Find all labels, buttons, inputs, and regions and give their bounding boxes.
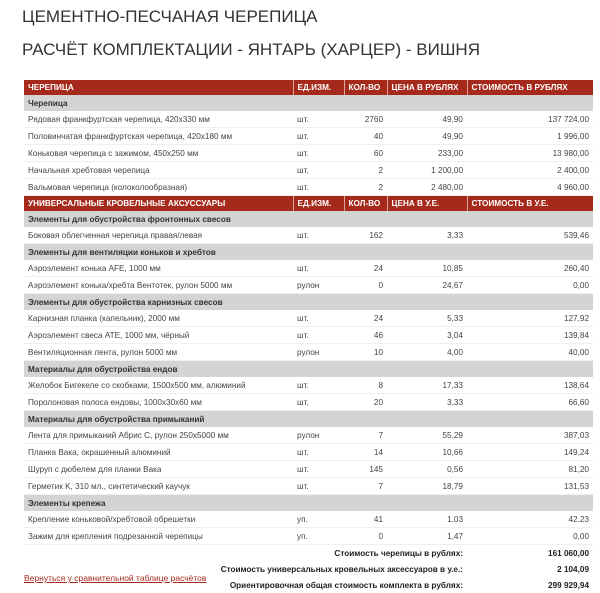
- item-qty: 2: [344, 179, 387, 196]
- column-header-price: ЦЕНА В РУБЛЯХ: [387, 80, 467, 95]
- table-row: [24, 227, 593, 244]
- table-row: [24, 461, 593, 478]
- total-label: Ориентировочная общая стоимость комплекта в рублях:: [229, 580, 463, 590]
- table-row: [24, 179, 593, 196]
- group-title: Черепица: [24, 95, 593, 111]
- item-cost: 81,20: [467, 461, 593, 478]
- item-cost: 149,24: [467, 444, 593, 461]
- group-row: [24, 95, 593, 111]
- group-title: Элементы крепежа: [24, 495, 593, 512]
- total-label: Стоимость черепицы в рублях:: [334, 548, 463, 558]
- item-cost: 4 960,00: [467, 179, 593, 196]
- table-row: [24, 511, 593, 528]
- table-row: [24, 394, 593, 411]
- column-header-price: ЦЕНА В У.Е.: [387, 196, 467, 212]
- item-price: 4,00: [387, 344, 467, 361]
- item-price: 10,85: [387, 260, 467, 277]
- item-cost: 0,00: [467, 277, 593, 294]
- item-price: 1 200,00: [387, 162, 467, 179]
- item-unit: рулон: [293, 277, 344, 294]
- table-row: [24, 344, 593, 361]
- item-name: Рядовая франкфуртская черепица, 420x330 мм: [24, 111, 293, 128]
- item-cost: 260,40: [467, 260, 593, 277]
- item-name: Вальмовая черепица (колоколообразная): [24, 179, 293, 196]
- item-price: 2 480,00: [387, 179, 467, 196]
- calculation-table: [24, 80, 593, 593]
- item-unit: шт.: [293, 260, 344, 277]
- table-row: [24, 478, 593, 495]
- item-unit: шт.: [293, 227, 344, 244]
- item-name: Крепление коньковой/хребтовой обрешетки: [24, 511, 293, 528]
- item-cost: 138,64: [467, 377, 593, 394]
- item-qty: 60: [344, 145, 387, 162]
- table-row: [24, 427, 593, 444]
- item-cost: 131,53: [467, 478, 593, 495]
- item-name: Вентиляционная лента, рулон 5000 мм: [24, 344, 293, 361]
- item-name: Планка Вака, окрашенный алюминий: [24, 444, 293, 461]
- item-qty: 7: [344, 427, 387, 444]
- item-price: 17,33: [387, 377, 467, 394]
- item-unit: шт.: [293, 162, 344, 179]
- column-header-unit: ЕД.ИЗМ.: [293, 196, 344, 212]
- group-row: [24, 361, 593, 378]
- table-row: [24, 111, 593, 128]
- item-qty: 20: [344, 394, 387, 411]
- item-unit: шт.: [293, 394, 344, 411]
- item-name: Боковая облегченная черепица правая/левая: [24, 227, 293, 244]
- item-unit: шт.: [293, 111, 344, 128]
- item-name: Лента для примыканий Абрис С, рулон 250x5000 мм: [24, 427, 293, 444]
- column-header-name: УНИВЕРСАЛЬНЫЕ КРОВЕЛЬНЫЕ АКСУССУАРЫ: [24, 196, 293, 212]
- page-title: ЦЕМЕНТНО-ПЕСЧАНАЯ ЧЕРЕПИЦА: [22, 7, 318, 26]
- item-unit: уп.: [293, 511, 344, 528]
- item-cost: 137 724,00: [467, 111, 593, 128]
- item-name: Карнизная планка (капельник), 2000 мм: [24, 310, 293, 327]
- item-qty: 0: [344, 277, 387, 294]
- column-header-qty: КОЛ-ВО: [344, 80, 387, 95]
- item-qty: 8: [344, 377, 387, 394]
- item-unit: шт.: [293, 145, 344, 162]
- group-row: [24, 211, 593, 227]
- table-row: [24, 310, 593, 327]
- item-unit: рулон: [293, 427, 344, 444]
- group-row: [24, 294, 593, 311]
- item-price: 55,29: [387, 427, 467, 444]
- section-header-row: [24, 196, 593, 212]
- column-header-cost: СТОИМОСТЬ В РУБЛЯХ: [467, 80, 593, 95]
- item-name: Аэроэлемент конька/хребта Вентотек, рулон 5000 мм: [24, 277, 293, 294]
- item-name: Аэроэлемент свеса ATE, 1000 мм, чёрный: [24, 327, 293, 344]
- item-qty: 162: [344, 227, 387, 244]
- item-qty: 0: [344, 528, 387, 545]
- group-row: [24, 411, 593, 428]
- item-price: 0,56: [387, 461, 467, 478]
- item-name: Половинчатая франкфуртская черепица, 420x180 мм: [24, 128, 293, 145]
- item-qty: 41: [344, 511, 387, 528]
- column-header-qty: КОЛ-ВО: [344, 196, 387, 212]
- item-price: 10,66: [387, 444, 467, 461]
- item-qty: 14: [344, 444, 387, 461]
- group-title: Элементы для вентиляции коньков и хребтов: [24, 244, 593, 261]
- item-price: 3,04: [387, 327, 467, 344]
- item-cost: 2 400,00: [467, 162, 593, 179]
- table-row: [24, 128, 593, 145]
- item-qty: 2: [344, 162, 387, 179]
- item-name: Поролоновая полоса ендовы, 1000x30x60 мм: [24, 394, 293, 411]
- item-unit: шт.: [293, 478, 344, 495]
- item-price: 1.03: [387, 511, 467, 528]
- item-price: 5,33: [387, 310, 467, 327]
- item-unit: шт.: [293, 444, 344, 461]
- item-unit: шт.: [293, 128, 344, 145]
- item-cost: 13 980,00: [467, 145, 593, 162]
- item-name: Аэроэлемент конька AFE, 1000 мм: [24, 260, 293, 277]
- total-label: Стоимость универсальных кровельных аксессуаров в у.е.:: [220, 564, 463, 574]
- group-row: [24, 495, 593, 512]
- item-price: 24,67: [387, 277, 467, 294]
- column-header-cost: СТОИМОСТЬ В У.Е.: [467, 196, 593, 212]
- item-unit: шт.: [293, 327, 344, 344]
- group-title: Элементы для обустройства карнизных свесов: [24, 294, 593, 311]
- item-qty: 46: [344, 327, 387, 344]
- item-cost: 42.23: [467, 511, 593, 528]
- item-price: 3,33: [387, 394, 467, 411]
- item-qty: 7: [344, 478, 387, 495]
- table-row: [24, 528, 593, 545]
- item-price: 18,79: [387, 478, 467, 495]
- item-name: Зажим для крепления подрезанной черепицы: [24, 528, 293, 545]
- item-qty: 145: [344, 461, 387, 478]
- item-price: 233,00: [387, 145, 467, 162]
- item-unit: уп.: [293, 528, 344, 545]
- total-value: 161 060,00: [548, 548, 589, 558]
- item-price: 1,47: [387, 528, 467, 545]
- item-qty: 10: [344, 344, 387, 361]
- back-to-comparison-link[interactable]: Вернуться у сравнительной таблице расчётов: [24, 573, 207, 583]
- item-unit: шт.: [293, 179, 344, 196]
- table-row: [24, 260, 593, 277]
- item-unit: шт.: [293, 377, 344, 394]
- item-price: 49,90: [387, 128, 467, 145]
- item-qty: 24: [344, 310, 387, 327]
- item-cost: 387,03: [467, 427, 593, 444]
- item-cost: 66,60: [467, 394, 593, 411]
- item-name: Начальная хребтовая черепица: [24, 162, 293, 179]
- item-cost: 0,00: [467, 528, 593, 545]
- group-title: Материалы для обустройства ендов: [24, 361, 593, 378]
- table-row: [24, 162, 593, 179]
- page-subtitle: РАСЧЁТ КОМПЛЕКТАЦИИ - ЯНТАРЬ (ХАРЦЕР) - ВИШНЯ: [22, 40, 480, 59]
- item-name: Коньковая черепица с зажимом, 450x250 мм: [24, 145, 293, 162]
- item-name: Герметик K, 310 мл., синтетический каучук: [24, 478, 293, 495]
- item-name: Желобок Бигекеле со скобками, 1500x500 мм, алюминий: [24, 377, 293, 394]
- table-row: [24, 327, 593, 344]
- table-row: [24, 145, 593, 162]
- total-value: 2 104,09: [557, 564, 589, 574]
- item-cost: 1 996,00: [467, 128, 593, 145]
- column-header-unit: ЕД.ИЗМ.: [293, 80, 344, 95]
- item-unit: рулон: [293, 344, 344, 361]
- section-header-row: [24, 80, 593, 95]
- group-row: [24, 244, 593, 261]
- group-title: Элементы для обустройства фронтонных свесов: [24, 211, 593, 227]
- item-price: 49,90: [387, 111, 467, 128]
- table-row: [24, 277, 593, 294]
- total-value: 299 929,94: [548, 580, 589, 590]
- group-title: Материалы для обустройства примыканий: [24, 411, 593, 428]
- item-cost: 539,46: [467, 227, 593, 244]
- item-cost: 127,92: [467, 310, 593, 327]
- item-name: Шуруп с дюбелем для планки Вака: [24, 461, 293, 478]
- table-row: [24, 377, 593, 394]
- column-header-name: ЧЕРЕПИЦА: [24, 80, 293, 95]
- item-price: 3,33: [387, 227, 467, 244]
- item-unit: шт.: [293, 310, 344, 327]
- item-unit: шт.: [293, 461, 344, 478]
- item-qty: 2760: [344, 111, 387, 128]
- item-cost: 139,84: [467, 327, 593, 344]
- item-qty: 40: [344, 128, 387, 145]
- table-row: [24, 444, 593, 461]
- total-row: [24, 545, 593, 562]
- item-cost: 40,00: [467, 344, 593, 361]
- item-qty: 24: [344, 260, 387, 277]
